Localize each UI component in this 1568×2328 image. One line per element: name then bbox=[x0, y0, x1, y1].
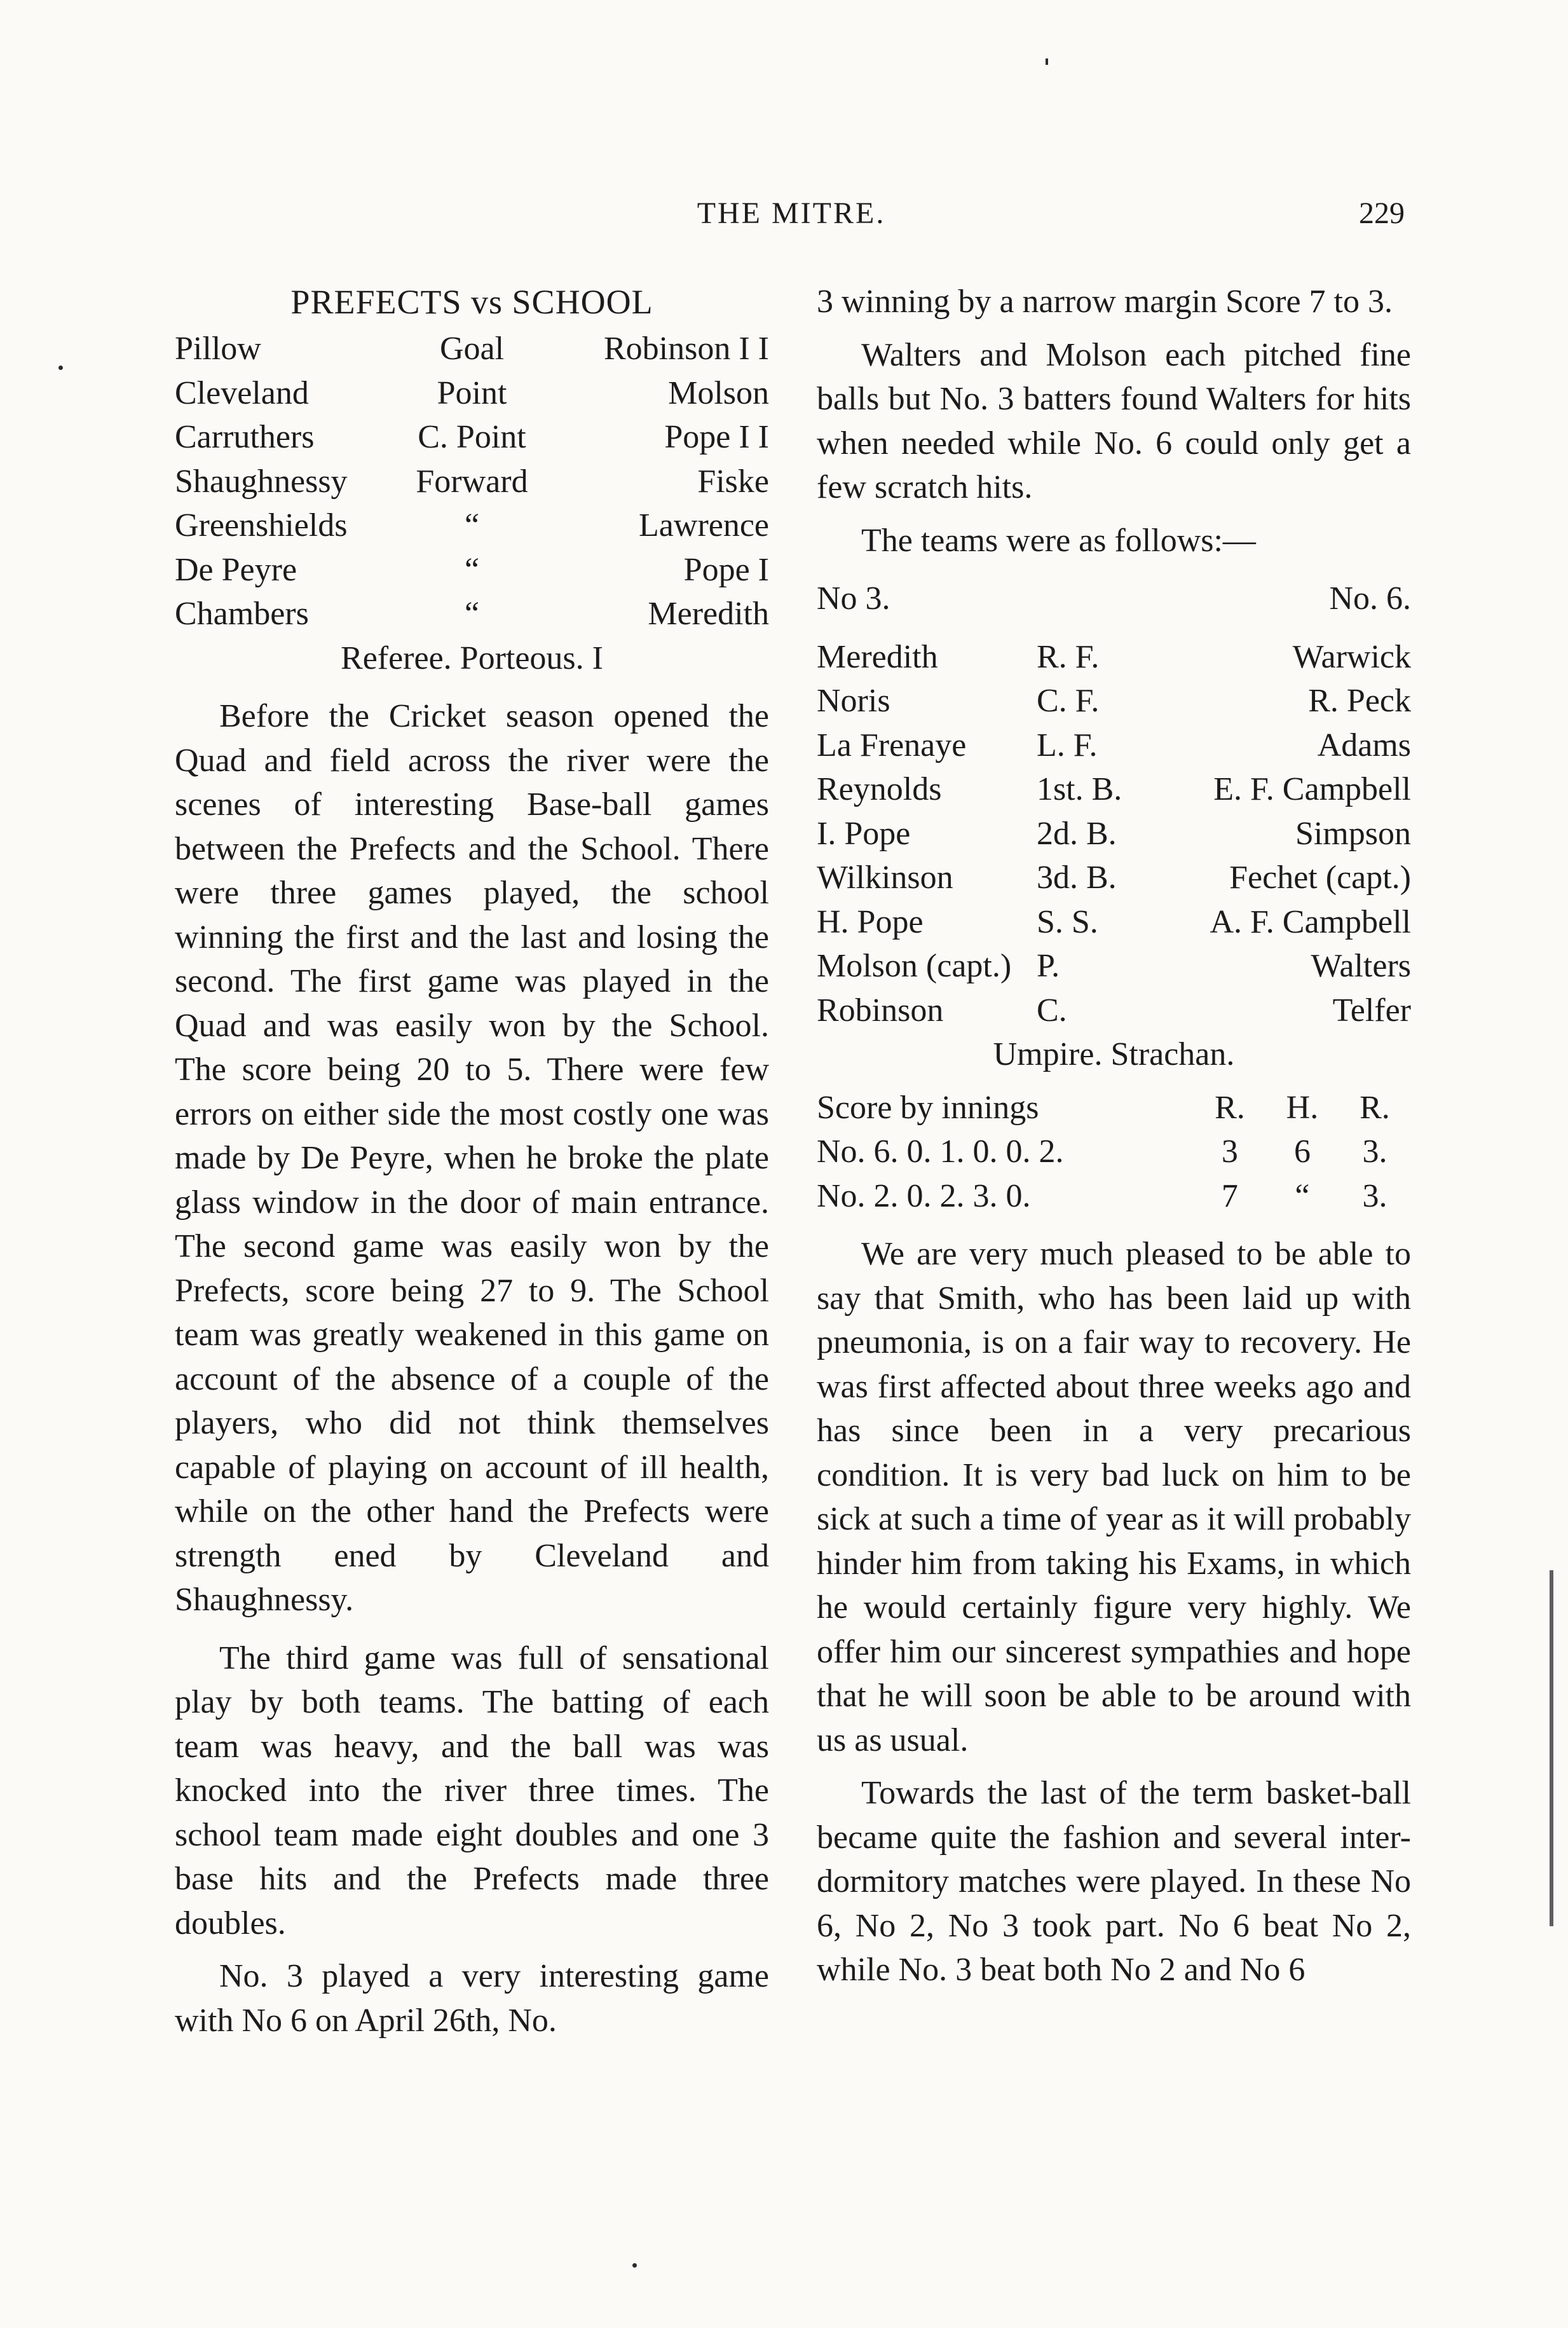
score-row bbox=[817, 1174, 1411, 1219]
score-row bbox=[817, 1130, 1411, 1174]
prefects-player: Greenshields bbox=[175, 507, 348, 544]
position: 2d. B. bbox=[1036, 815, 1117, 852]
score-col-runs: R. bbox=[1215, 1089, 1245, 1126]
prefects-player: Chambers bbox=[175, 596, 309, 632]
school-player: Pope I bbox=[683, 551, 769, 588]
no3-player: H. Pope bbox=[817, 903, 924, 940]
lineup-row bbox=[175, 592, 769, 636]
score-label: Score by innings bbox=[817, 1089, 1039, 1126]
section-title: PREFECTS vs SCHOOL bbox=[290, 283, 653, 321]
score-table bbox=[817, 1086, 1411, 1219]
no3-player: I. Pope bbox=[817, 815, 911, 852]
innings: No. 2. 0. 2. 3. 0. bbox=[817, 1177, 1031, 1214]
no6-player: Telfer bbox=[1332, 992, 1411, 1029]
team-row bbox=[817, 989, 1411, 1033]
prefects-player: Carruthers bbox=[175, 419, 315, 455]
school-player: Fiske bbox=[697, 463, 769, 500]
paragraph-basketball: Towards the last of the term basket-ball became quite the fashion and several inter-dormitory matches were played. In these No 6, No 2, No 3 took part. No 6 beat No 2, while No. 3 beat both No 2 and No 6 bbox=[817, 1775, 1411, 1988]
page-number: 229 bbox=[1359, 196, 1405, 230]
team-row bbox=[817, 856, 1411, 900]
no3-player: La Frenaye bbox=[817, 727, 967, 763]
team-row bbox=[817, 767, 1411, 812]
school-player: Robinson I I bbox=[604, 331, 769, 367]
position: Point bbox=[437, 374, 507, 411]
team-row bbox=[817, 723, 1411, 768]
no3-player: Reynolds bbox=[817, 771, 942, 807]
paragraph-third-game: The third game was full of sensational play by both teams. The batting of each team was heavy, and the ball was was knocked into the river three times. The school team made eight doubles and one 3 base hits and the Prefects made three doubles. bbox=[175, 1640, 769, 1941]
scan-mark bbox=[1046, 58, 1048, 65]
scan-mark bbox=[58, 366, 63, 370]
right-column bbox=[817, 280, 1411, 1992]
hits: 6 bbox=[1293, 1133, 1311, 1170]
team-row bbox=[817, 944, 1411, 989]
team-no3-heading: No 3. bbox=[817, 580, 890, 617]
no6-player: E. F. Campbell bbox=[1213, 771, 1411, 807]
school-player: Lawrence bbox=[639, 507, 769, 544]
position: 1st. B. bbox=[1036, 771, 1122, 807]
running-title: THE MITRE. bbox=[697, 196, 886, 230]
r: 3. bbox=[1362, 1133, 1387, 1170]
no6-player: Walters bbox=[1311, 948, 1411, 984]
lineup-table bbox=[175, 327, 769, 636]
paragraph-continuation: 3 winning by a narrow margin Score 7 to 3. bbox=[817, 284, 1393, 320]
paragraph-pitching: Walters and Molson each pitched fine balls but No. 3 batters found Walters for hits when needed while No. 6 could only get a few scratch hits. bbox=[817, 336, 1411, 505]
team-no6-heading: No. 6. bbox=[1329, 580, 1411, 617]
paragraph-smith: We are very much pleased to be able to say that Smith, who has been laid up with pneumonia, is on a fair way to recovery. He was first affected about three weeks ago and has since been in a very precarious condition. It is very bad luck on him to be sick at such a time of year as it will probably hinder him from taking his Exams, in which he would certainly figure very highly. We offer him our sincerest sympathies and hope that he will soon be able to be around with us as usual. bbox=[817, 1236, 1411, 1758]
score-col-r: R. bbox=[1360, 1089, 1390, 1126]
position: C. Point bbox=[418, 419, 526, 455]
hits: “ bbox=[1295, 1177, 1310, 1214]
position: L. F. bbox=[1036, 727, 1098, 763]
team-row bbox=[817, 812, 1411, 856]
team-row bbox=[817, 679, 1411, 723]
teams-header bbox=[817, 577, 1411, 621]
score-header-row bbox=[817, 1086, 1411, 1130]
umpire-line: Umpire. Strachan. bbox=[993, 1036, 1235, 1072]
position: “ bbox=[464, 507, 480, 544]
paragraph-no3-game: No. 3 played a very interesting game with No 6 on April 26th, No. bbox=[175, 1958, 769, 2039]
position: P. bbox=[1036, 948, 1060, 984]
no3-player: Molson (capt.) bbox=[817, 948, 1012, 984]
prefects-player: De Peyre bbox=[175, 551, 297, 588]
left-column bbox=[175, 280, 769, 2043]
r: 3. bbox=[1362, 1177, 1387, 1214]
position: “ bbox=[464, 596, 480, 632]
position: R. F. bbox=[1036, 638, 1100, 675]
no3-player: Meredith bbox=[817, 638, 938, 675]
position: S. S. bbox=[1036, 903, 1098, 940]
referee-line: Referee. Porteous. I bbox=[341, 640, 603, 676]
position: Forward bbox=[416, 463, 528, 500]
page-header bbox=[178, 191, 1405, 242]
no3-player: Robinson bbox=[817, 992, 944, 1029]
team-row bbox=[817, 900, 1411, 945]
teams-intro: The teams were as follows:— bbox=[861, 522, 1256, 559]
no6-player: Warwick bbox=[1292, 638, 1411, 675]
lineup-row bbox=[175, 548, 769, 592]
prefects-player: Shaughnessy bbox=[175, 463, 348, 500]
lineup-row bbox=[175, 460, 769, 504]
runs: 3 bbox=[1221, 1133, 1238, 1170]
lineup-row bbox=[175, 371, 769, 416]
position: C. bbox=[1036, 992, 1067, 1029]
school-player: Meredith bbox=[648, 596, 769, 632]
school-player: Molson bbox=[668, 374, 769, 411]
no6-player: R. Peck bbox=[1308, 683, 1411, 719]
team-row bbox=[817, 635, 1411, 680]
paragraph-baseball-games: Before the Cricket season opened the Quad and field across the river were the scenes of interesting Base-ball games between the Prefects and the School. There were three games played, the school winning the first and the last and losing the second. The first game was played in the Quad and was easily won by the School. The score being 20 to 5. There were few errors on either side the most costly one was made by De Peyre, when he broke the plate glass window in the door of main entrance. The second game was easily won by the Prefects, score being 27 to 9. The School team was greatly weakened in this game on account of the absence of a couple of the players, who did not think themselves capable of playing on account of ill health, while on the other hand the Prefects were strength ened by Cleveland and Shaughnessy. bbox=[175, 698, 769, 1618]
no6-player: Adams bbox=[1317, 727, 1411, 763]
teams-table bbox=[817, 635, 1411, 1033]
lineup-row bbox=[175, 415, 769, 460]
prefects-player: Cleveland bbox=[175, 374, 309, 411]
prefects-player: Pillow bbox=[175, 331, 261, 367]
no3-player: Wilkinson bbox=[817, 859, 953, 896]
score-col-hits: H. bbox=[1286, 1089, 1319, 1126]
position: C. F. bbox=[1036, 683, 1100, 719]
scan-mark bbox=[632, 2263, 637, 2268]
innings: No. 6. 0. 1. 0. 0. 2. bbox=[817, 1133, 1064, 1170]
lineup-row bbox=[175, 503, 769, 548]
scan-edge-line bbox=[1550, 1570, 1553, 1926]
no3-player: Noris bbox=[817, 683, 890, 719]
position: “ bbox=[464, 551, 480, 588]
lineup-row bbox=[175, 327, 769, 371]
runs: 7 bbox=[1221, 1177, 1238, 1214]
school-player: Pope I I bbox=[664, 419, 769, 455]
no6-player: Fechet (capt.) bbox=[1229, 859, 1411, 896]
no6-player: Simpson bbox=[1295, 815, 1411, 852]
position: Goal bbox=[439, 331, 505, 367]
no6-player: A. F. Campbell bbox=[1210, 903, 1411, 940]
position: 3d. B. bbox=[1036, 859, 1117, 896]
